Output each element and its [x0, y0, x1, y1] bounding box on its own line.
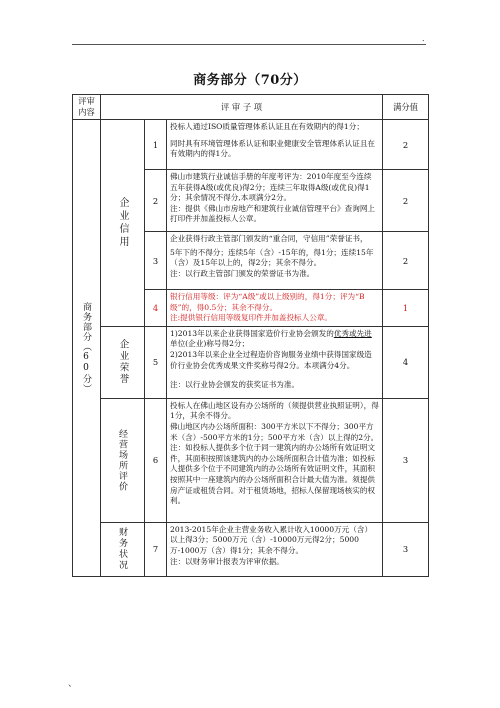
- subcategory-honor: [101, 326, 145, 398]
- item-line: 注：以行业协会颁发的获奖证书为准。: [170, 380, 300, 390]
- header-rule: [72, 44, 426, 45]
- subcategory-honor-label: 企业荣誉: [117, 339, 129, 386]
- row-number: 2: [145, 170, 167, 232]
- row-number: 5: [145, 326, 167, 398]
- category-label: 商务部分（60分）: [81, 301, 91, 394]
- item-line: 注：以行政主管部门颁发的荣誉证书为准。: [170, 268, 315, 278]
- item-text: [167, 120, 383, 170]
- max-score: 3: [383, 522, 429, 576]
- subcategory-finance: [101, 522, 145, 576]
- max-score: 2: [383, 232, 429, 290]
- item-line: 5年下的不得分；连续5年（含）-15年的，得1分；连续15年（含）及15年以上的，得2分；其余不得分。: [170, 247, 374, 268]
- item-line: 佛山地区内办公场所面积：300平方米以下不得分；300平方米（含）-500平方米的1分；500平方米（含）以上得的2分。: [170, 421, 379, 442]
- subcategory-credit-label: 企业信用: [117, 196, 128, 249]
- table-row: [73, 120, 429, 170]
- table-row: [73, 398, 429, 522]
- max-score: 3: [383, 398, 429, 522]
- header-max: 满分值: [383, 95, 429, 120]
- subcategory-finance-label: 财务状况: [117, 527, 127, 572]
- item-text: [167, 290, 383, 327]
- item-text: [167, 232, 383, 290]
- item-line: 注：如投标人提供多个位于同一建筑内的办公场所有效证明文件，其面积按照该建筑内的办公场所面积合计值为准；如投标人提供多个位于不同建筑内的办公场所有效证明文件，其面积按照其中一座建筑内的办公场所面积合计最大值为准。须提供房产证或租赁合同。对于租赁场地，招标人保留现场核实的权利。: [170, 443, 376, 506]
- item-text: [167, 326, 383, 398]
- item-line: 同时具有环境管理体系认证和职业健康安全管理体系认证且在有效期内的得1分。: [170, 138, 376, 159]
- table-row: [73, 522, 429, 576]
- table-row: [73, 326, 429, 398]
- item-line: 2013-2015年企业主营业务收入累计收入10000万元（含）以上得3分；5000万元（含）-10000万元得2分；5000万-1000万（含）得1分；其余不得分。: [170, 524, 373, 555]
- category-cell: [73, 120, 101, 577]
- item-line: 银行信用等级：评为“A级”或以上级别的，得1分；评为“B级”的，得0.5分；其余不得分。: [170, 292, 365, 312]
- footer-mark: 、: [68, 679, 78, 689]
- header-item: 评 审 子 项: [101, 95, 383, 120]
- item-line: 注：以财务审计报表为评审依据。: [170, 556, 284, 566]
- row-number: 3: [145, 232, 167, 290]
- subcategory-office-label: 经营场所评价: [117, 428, 127, 492]
- row-number: 7: [145, 522, 167, 576]
- item-line: 注:提供银行信用等级复印件并加盖投标人公章。: [170, 313, 333, 323]
- row-number: 6: [145, 398, 167, 522]
- item-text: [167, 522, 383, 576]
- max-score: 2: [383, 170, 429, 232]
- item-line: 1)2013年以来企业获得国家造价行业协会颁发的优秀或先进单位(企业)称号得2分；: [170, 328, 372, 349]
- row-number: 1: [145, 120, 167, 170]
- item-line: 2)2013年以来企业全过程造价咨询服务业绩中获得国家级造价行业协会优秀成果文件奖称号得2分。本项满分4分。: [170, 349, 372, 370]
- item-line: 投标人通过ISO质量管理体系认证且在有效期内的得1分；: [170, 122, 364, 131]
- row-number: 4: [145, 290, 167, 327]
- scoring-table: [72, 94, 429, 577]
- item-text: [167, 398, 383, 522]
- item-line: 投标人在佛山地区设有办公场所的（须提供营业执照证明），得1分，其余不得分。: [170, 400, 379, 421]
- header-mark: .: [422, 34, 425, 43]
- header-category: 评审 内容: [73, 95, 101, 120]
- table-header-row: [73, 95, 429, 120]
- item-line: 佛山市建筑行业诚信手册的年度考评为：2010年度至今连续五年获得A级(或优良)得2分；连续三年取得A级(或优良)得1分；其余情况不得分,本项满分2分。: [170, 172, 372, 203]
- max-score: 4: [383, 326, 429, 398]
- max-score: 2: [383, 120, 429, 170]
- subcategory-office: [101, 398, 145, 522]
- page-title: 商务部分（70分）: [193, 73, 307, 88]
- item-text: [167, 170, 383, 232]
- subcategory-credit: [101, 120, 145, 327]
- max-score: 1: [383, 290, 429, 327]
- item-line: 企业获得行政主管部门颁发的“重合同，守信用”荣誉证书，: [170, 234, 368, 243]
- item-line: 注：提供《佛山市房地产和建筑行业诚信管理平台》查询网上打印件并加盖投标人公章。: [170, 203, 376, 224]
